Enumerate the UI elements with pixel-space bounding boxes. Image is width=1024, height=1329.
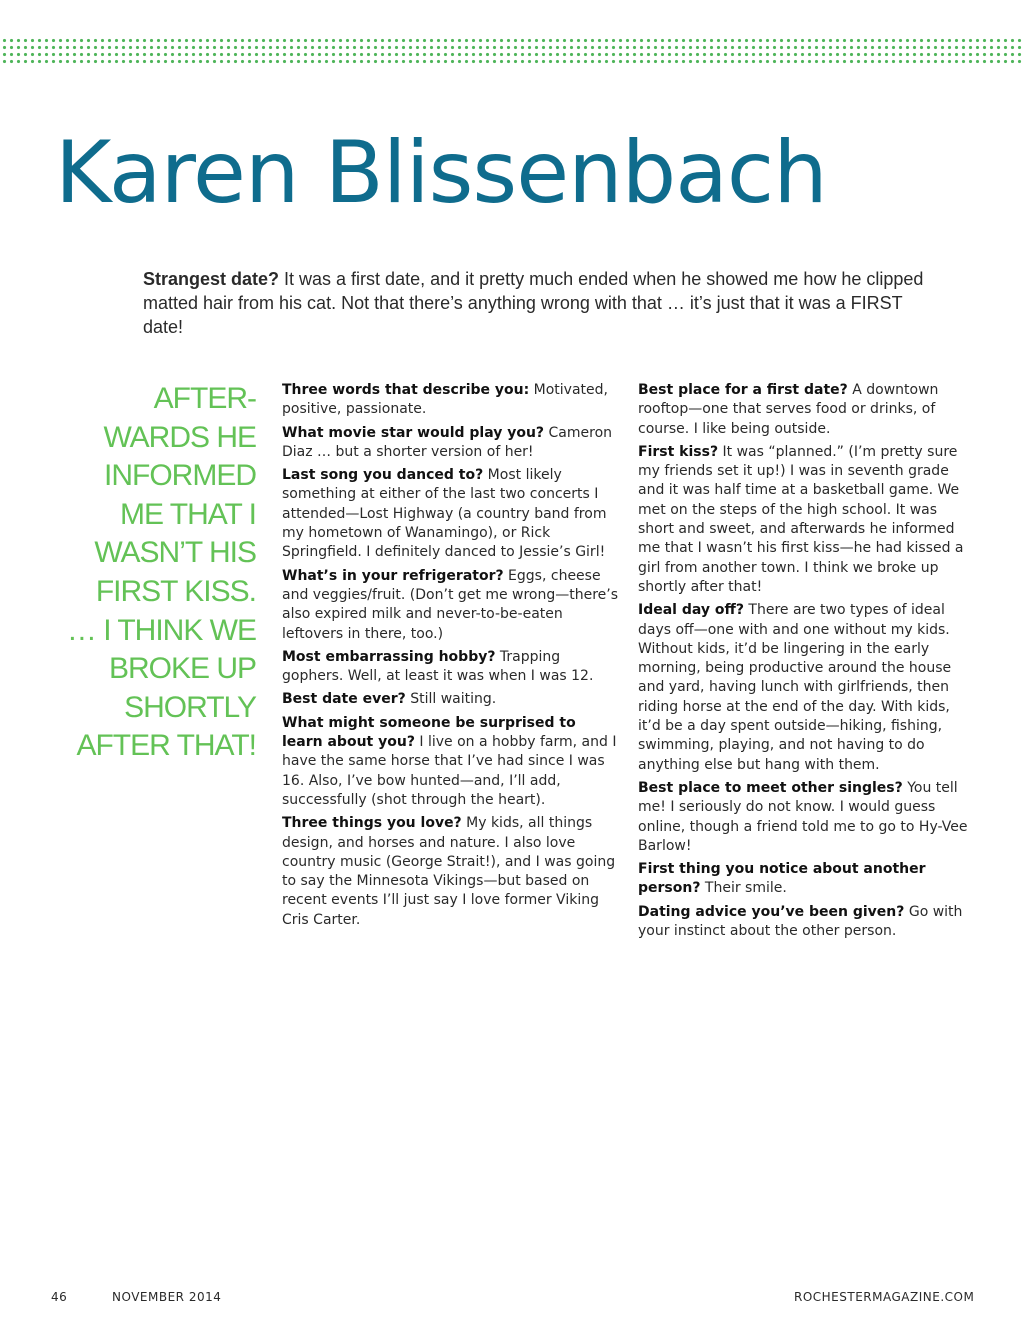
answer: I live on a hobby farm, and I have the same horse that I’ve had since I was 16. Also, I’ve bow hunted—and, I’ll add, successfully (shot through the heart). xyxy=(282,734,617,808)
website-link[interactable]: ROCHESTERMAGAZINE.COM xyxy=(794,1290,975,1304)
question: Best place to meet other singles? xyxy=(638,779,903,796)
answer: My kids, all things design, and horses and nature. I also love country music (George Strait!), and I was going to say the Minnesota Vikings—but based on recent events I’ll just say I love former Viking Cris Carter. xyxy=(282,815,616,928)
question: What might someone be surprised to learn about you? xyxy=(282,714,576,751)
question: Best place for a first date? xyxy=(638,382,848,398)
qa-item xyxy=(282,466,620,562)
qa-column-left xyxy=(282,381,620,934)
answer: There are two types of ideal days off—one with and one without my kids. Without kids, it’d be lingering in the early morning, being productive around the house and yard, having lunch with girlfriends, then riding horse at the end of the day. With kids, it’d be a day spent outside—hiking, fishing, swimming, playing, and not having to do anything else but hang with them. xyxy=(638,602,952,773)
qa-column-right xyxy=(638,381,976,945)
question: First thing you notice about another person? xyxy=(638,861,926,897)
question: Best date ever? xyxy=(282,691,406,708)
qa-item xyxy=(282,381,620,420)
question: Three words that describe you: xyxy=(282,382,530,398)
question: What movie star would play you? xyxy=(282,424,545,441)
qa-item xyxy=(282,648,620,687)
pull-quote: AFTER-WARDS HE INFORMED ME THAT I WASN’T HIS FIRST KISS. … I THINK WE BROKE UP SHORTLY AFTER THAT! xyxy=(66,382,256,763)
answer: Cameron Diaz … but a shorter version of her! xyxy=(282,424,613,460)
answer: Go with your instinct about the other person. xyxy=(638,903,963,940)
intro-paragraph xyxy=(143,267,943,339)
qa-item xyxy=(638,860,976,899)
answer: You tell me! I seriously do not know. I would guess online, though a friend told me to go to Hy-Vee Barlow! xyxy=(638,779,968,854)
issue-date: NOVEMBER 2014 xyxy=(112,1290,222,1304)
question: Ideal day off? xyxy=(638,602,744,619)
qa-item xyxy=(282,424,620,463)
qa-item xyxy=(638,381,976,439)
qa-item xyxy=(282,714,620,810)
intro-answer: It was a first date, and it pretty much ended when he showed me how he clipped matted hair from his cat. Not that there’s anything wrong with that … it’s just that it was a FIRST date! xyxy=(143,269,924,337)
qa-item xyxy=(282,814,620,930)
page-title: Karen Blissenbach xyxy=(55,123,827,223)
qa-item xyxy=(638,443,976,597)
question: Last song you danced to? xyxy=(282,467,484,484)
question: Three things you love? xyxy=(282,815,462,832)
answer: Eggs, cheese and veggies/fruit. (Don’t get me wrong—there’s also expired milk and never-to-be-eaten leftovers in there, too.) xyxy=(282,567,619,642)
page-number: 46 xyxy=(51,1290,68,1304)
answer: Motivated, positive, passionate. xyxy=(282,382,608,418)
qa-item xyxy=(638,779,976,856)
question: What’s in your refrigerator? xyxy=(282,567,504,584)
question: Most embarrassing hobby? xyxy=(282,648,496,665)
answer: Their smile. xyxy=(700,880,787,897)
qa-item xyxy=(638,601,976,775)
answer: Trapping gophers. Well, at least it was when I was 12. xyxy=(282,648,594,685)
dotted-border xyxy=(0,37,1024,64)
qa-item xyxy=(282,690,620,709)
answer: It was “planned.” (I’m pretty sure my friends set it up!) I was in seventh grade and it was half time at a basketball game. We met on the steps of the high school. It was short and sweet, and afterwards he informed me that I wasn’t his first kiss—he had kissed a girl from another town. I think we broke up shortly after that! xyxy=(638,443,964,595)
answer: Still waiting. xyxy=(405,691,497,708)
answer: A downtown rooftop—one that serves food or drinks, of course. I like being outside. xyxy=(638,382,939,437)
answer: Most likely something at either of the last two concerts I attended—Lost Highway (a country band from my hometown of Wanamingo), or Rick Springfield. I definitely danced to Jessie’s Girl! xyxy=(282,467,607,561)
question: Dating advice you’ve been given? xyxy=(638,903,905,920)
qa-item xyxy=(638,903,976,942)
intro-question: Strangest date? xyxy=(143,269,280,289)
question: First kiss? xyxy=(638,443,719,460)
qa-item xyxy=(282,567,620,644)
